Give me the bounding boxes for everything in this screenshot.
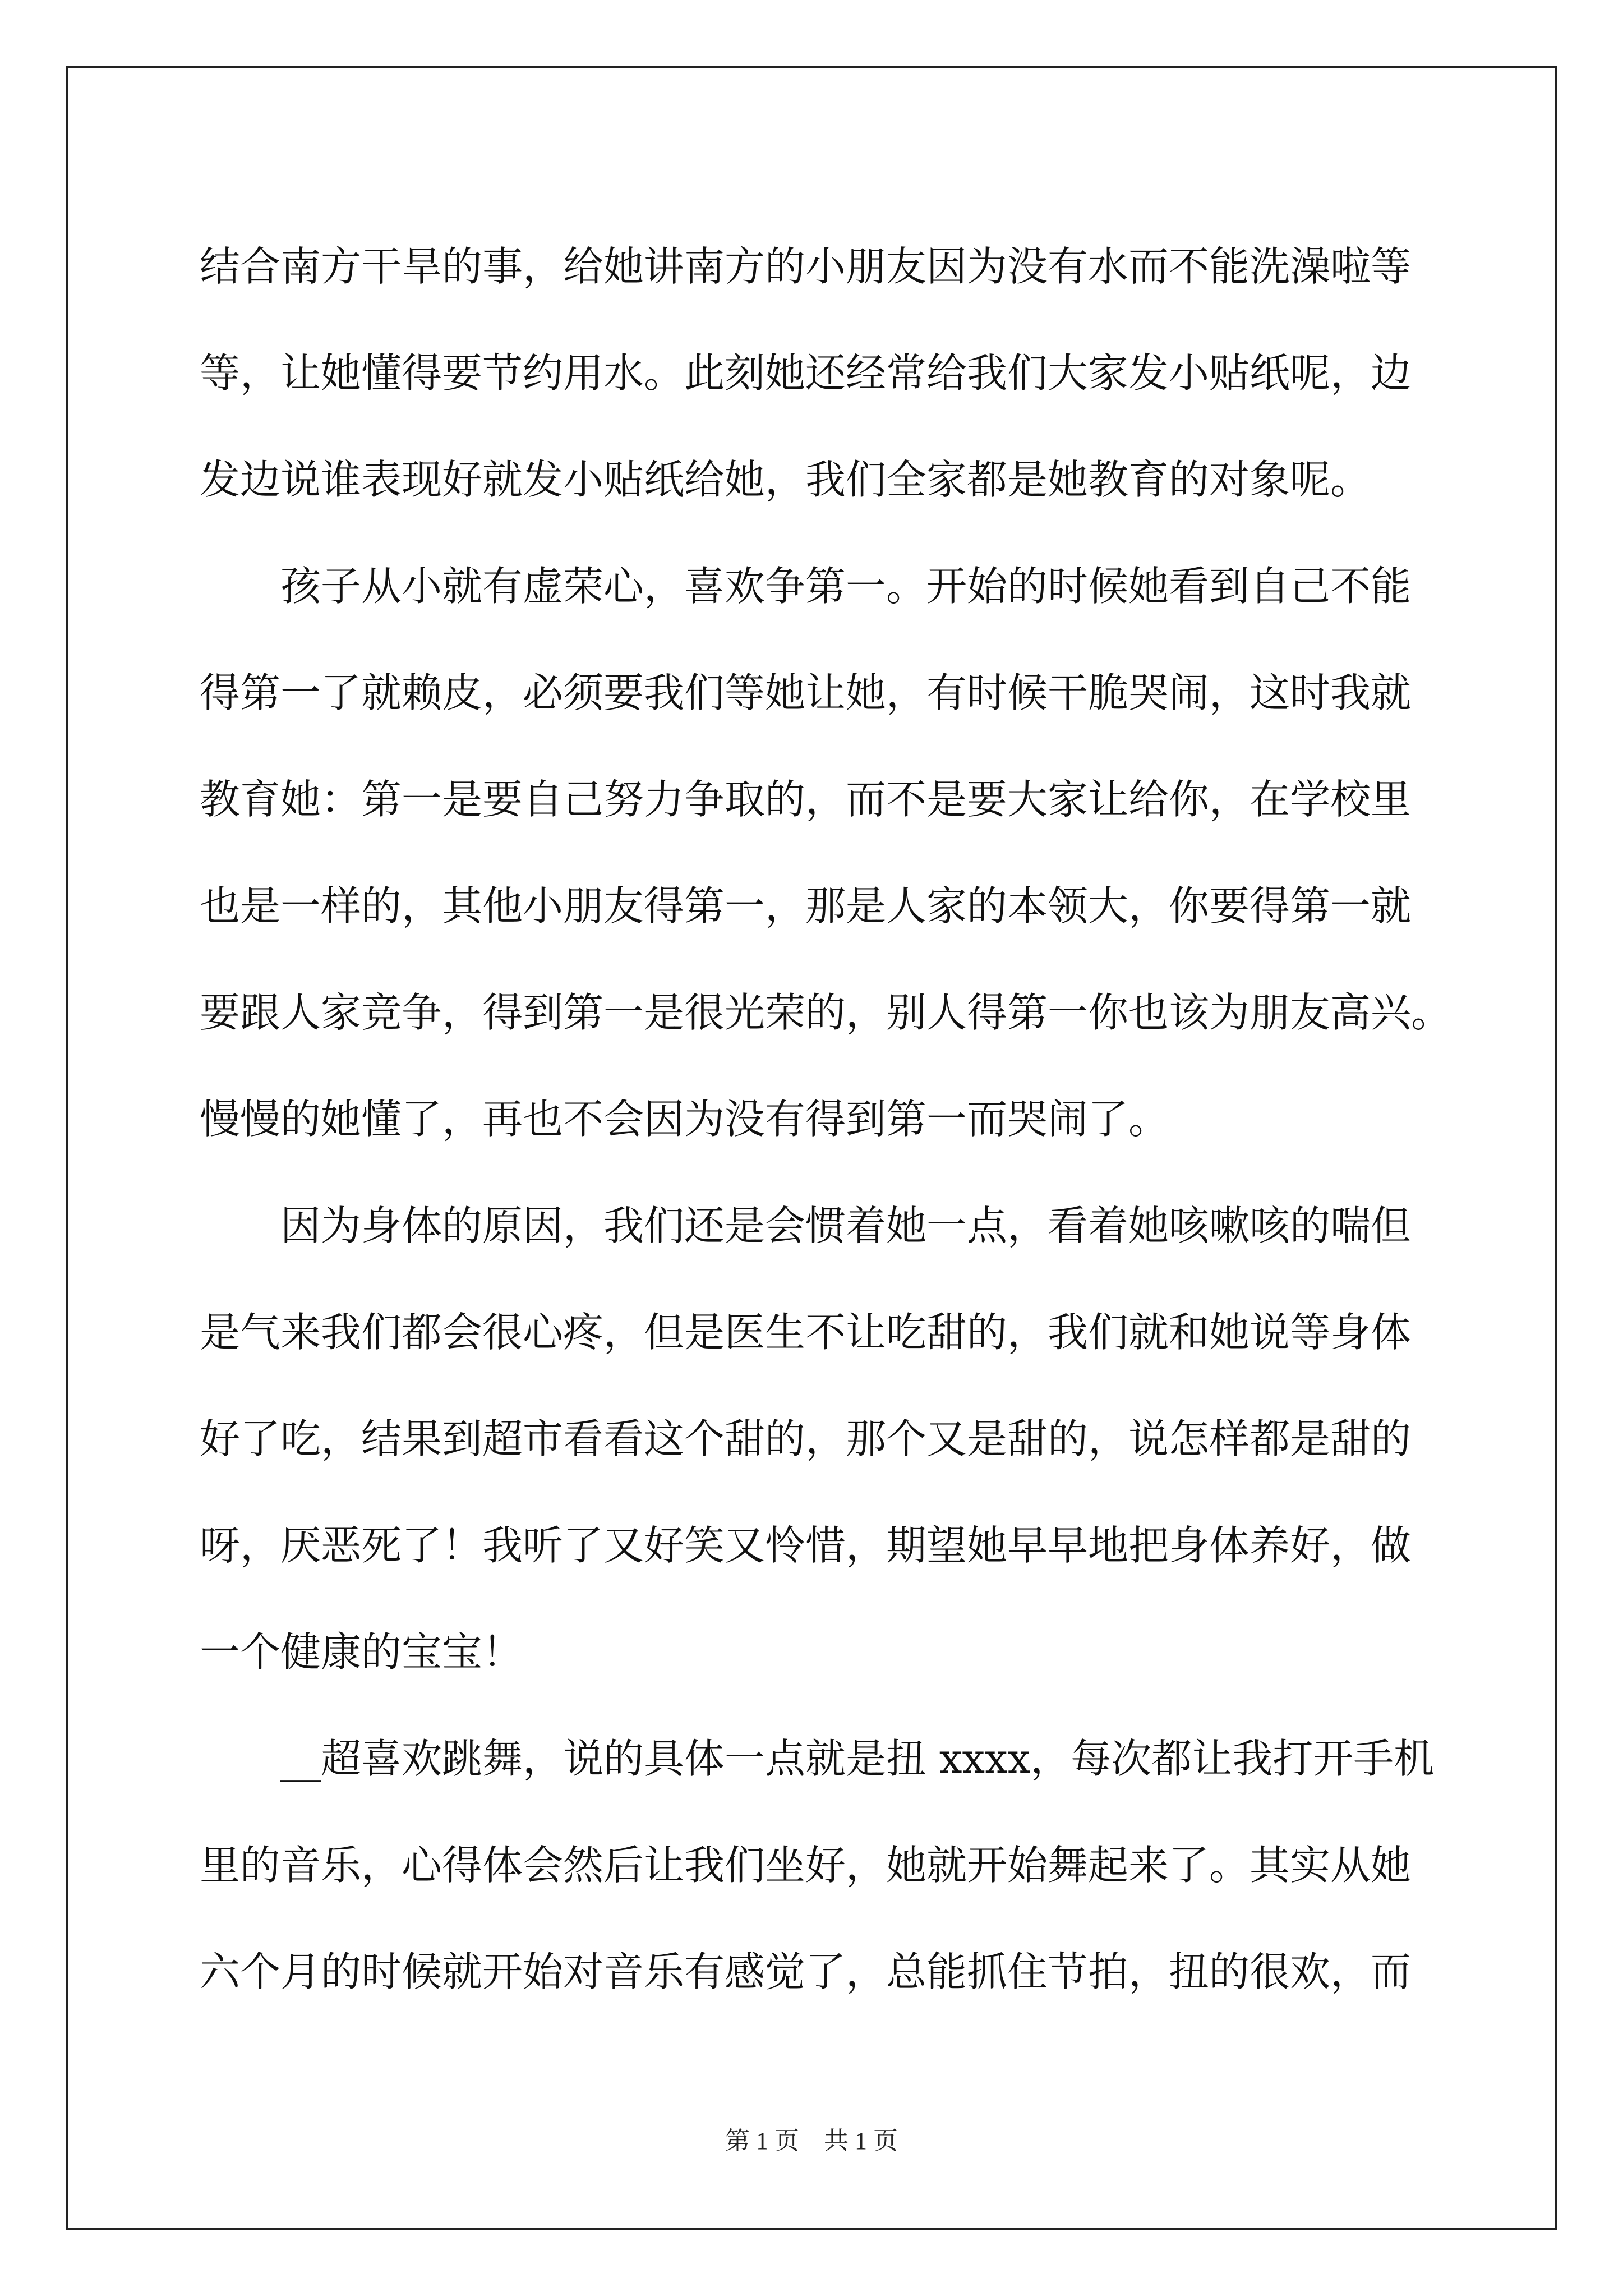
text-line: 六个月的时候就开始对音乐有感觉了，总能抓住节拍，扭的很欢，而: [200, 1948, 1412, 1995]
text-line: 要跟人家竞争，得到第一是很光荣的，别人得第一你也该为朋友高兴。: [200, 989, 1452, 1036]
paragraph-start-line: __超喜欢跳舞，说的具体一点就是扭 xxxx，每次都让我打开手机: [280, 1735, 1435, 1782]
page-number-footer: 第 1 页 共 1 页: [725, 2127, 898, 2155]
text-line: 也是一样的，其他小朋友得第一，那是人家的本领大，你要得第一就: [200, 882, 1412, 930]
text-line: 得第一了就赖皮，必须要我们等她让她，有时候干脆哭闹，这时我就: [200, 669, 1412, 716]
paragraph-start-line: 因为身体的原因，我们还是会惯着她一点，看着她咳嗽咳的喘但: [280, 1202, 1412, 1249]
text-line: 等，让她懂得要节约用水。此刻她还经常给我们大家发小贴纸呢，边: [200, 349, 1412, 397]
paragraph-start-line: 孩子从小就有虚荣心，喜欢争第一。开始的时候她看到自己不能: [280, 563, 1412, 610]
text-line: 一个健康的宝宝！: [200, 1628, 523, 1676]
text-line: 里的音乐，心得体会然后让我们坐好，她就开始舞起来了。其实从她: [200, 1842, 1412, 1889]
text-line: 呀，厌恶死了！我听了又好笑又怜惜，期望她早早地把身体养好，做: [200, 1522, 1412, 1569]
text-line: 教育她：第一是要自己努力争取的，而不是要大家让给你，在学校里: [200, 776, 1412, 823]
text-line: 是气来我们都会很心疼，但是医生不让吃甜的，我们就和她说等身体: [200, 1309, 1412, 1356]
document-body: [200, 213, 1452, 2025]
text-line: 结合南方干旱的事，给她讲南方的小朋友因为没有水而不能洗澡啦等: [200, 243, 1412, 290]
text-line: 发边说谁表现好就发小贴纸给她，我们全家都是她教育的对象呢。: [200, 456, 1371, 503]
text-line: 慢慢的她懂了，再也不会因为没有得到第一而哭闹了。: [200, 1096, 1169, 1143]
text-line: 好了吃，结果到超市看看这个甜的，那个又是甜的，说怎样都是甜的: [200, 1415, 1412, 1462]
